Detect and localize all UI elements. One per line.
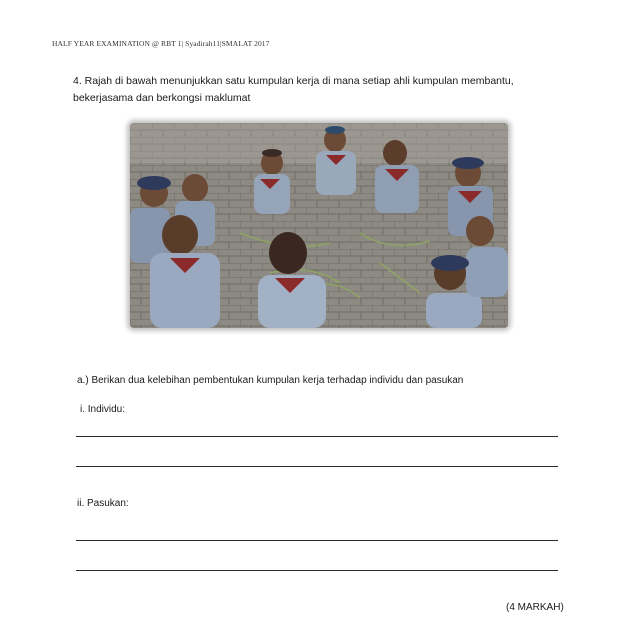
page-header: HALF YEAR EXAMINATION @ RBT 1| Syadirah11|SMALAT 2017 xyxy=(52,39,270,48)
question-text xyxy=(73,73,573,107)
answer-line-individu-2[interactable] xyxy=(76,466,558,467)
pasukan-label: ii. Pasukan: xyxy=(77,498,129,509)
answer-line-individu-1[interactable] xyxy=(76,436,558,437)
question-line-1: 4. Rajah di bawah menunjukkan satu kumpulan kerja di mana setiap ahli kumpulan membantu, xyxy=(73,75,514,87)
scout-group-photo xyxy=(130,123,508,328)
question-line-2: bekerjasama dan berkongsi maklumat xyxy=(73,92,251,104)
marks-label: (4 MARKAH) xyxy=(506,602,564,613)
part-a-prompt: a.) Berikan dua kelebihan pembentukan kumpulan kerja terhadap individu dan pasukan xyxy=(77,375,464,386)
individu-label: i. Individu: xyxy=(80,404,126,415)
answer-line-pasukan-1[interactable] xyxy=(76,540,558,541)
answer-line-pasukan-2[interactable] xyxy=(76,570,558,571)
